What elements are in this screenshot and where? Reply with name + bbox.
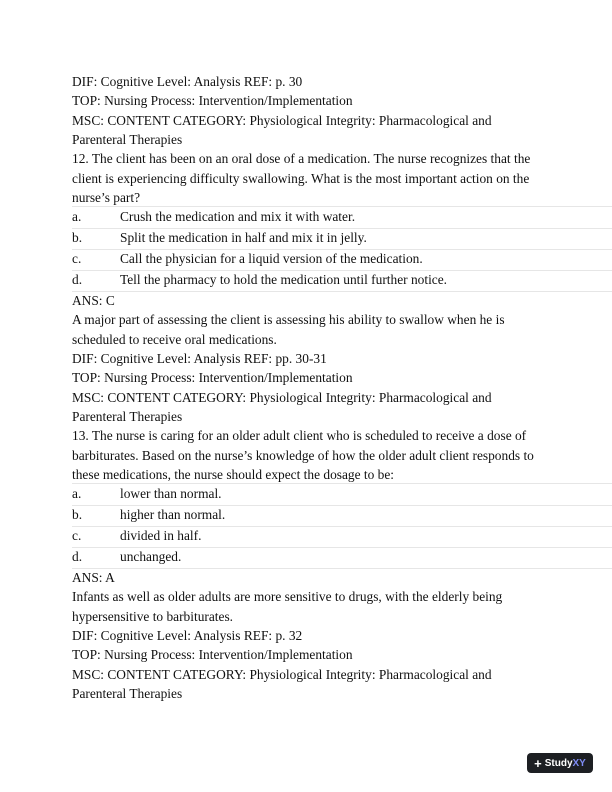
- option-letter: b.: [72, 507, 83, 522]
- studyxy-badge[interactable]: [527, 753, 593, 773]
- brand-name-accent: XY: [572, 757, 586, 769]
- q12-stem-line1: 12. The client has been on an oral dose of a medication. The nurse recognizes that the: [72, 151, 531, 166]
- q12-dif: DIF: Cognitive Level: Analysis REF: pp. 30-31: [72, 351, 327, 366]
- q13-answer: ANS: A: [72, 570, 115, 585]
- q12-stem-line3: nurse’s part?: [72, 190, 141, 205]
- option-letter: d.: [72, 272, 83, 287]
- option-text: Split the medication in half and mix it in jelly.: [120, 230, 367, 245]
- option-text: lower than normal.: [120, 486, 222, 501]
- option-letter: a.: [72, 209, 82, 224]
- q13-topic: TOP: Nursing Process: Intervention/Implementation: [72, 647, 353, 662]
- option-letter: b.: [72, 230, 83, 245]
- plus-icon: +: [534, 755, 542, 771]
- q13-rationale-line2: hypersensitive to barbiturates.: [72, 609, 234, 624]
- q12-rationale-line1: A major part of assessing the client is assessing his ability to swallow when he is: [72, 312, 505, 327]
- option-letter: d.: [72, 549, 83, 564]
- option-text: Tell the pharmacy to hold the medication until further notice.: [120, 272, 448, 287]
- q13-msc-line1: MSC: CONTENT CATEGORY: Physiological Integrity: Pharmacological and: [72, 667, 492, 682]
- q12-msc-line1: MSC: CONTENT CATEGORY: Physiological Integrity: Pharmacological and: [72, 390, 492, 405]
- brand-name: [545, 758, 586, 769]
- option-letter: a.: [72, 486, 82, 501]
- q12-msc-line2: Parenteral Therapies: [72, 409, 183, 424]
- option-text: Crush the medication and mix it with water.: [120, 209, 356, 224]
- q12-option-c: [72, 249, 612, 271]
- q11-msc-line1: MSC: CONTENT CATEGORY: Physiological Integrity: Pharmacological and: [72, 113, 492, 128]
- q12-rationale-line2: scheduled to receive oral medications.: [72, 332, 277, 347]
- q12-stem-line2: client is experiencing difficulty swallowing. What is the most important action on the: [72, 171, 530, 186]
- q13-option-b: [72, 505, 612, 527]
- q12-option-b: [72, 228, 612, 250]
- q13-stem-line3: these medications, the nurse should expect the dosage to be:: [72, 467, 395, 482]
- q11-topic: TOP: Nursing Process: Intervention/Implementation: [72, 93, 353, 108]
- q11-dif: DIF: Cognitive Level: Analysis REF: p. 30: [72, 74, 303, 89]
- q13-stem-line2: barbiturates. Based on the nurse’s knowledge of how the older adult client responds to: [72, 448, 534, 463]
- q12-option-d: [72, 270, 612, 292]
- q13-dif: DIF: Cognitive Level: Analysis REF: p. 32: [72, 628, 303, 643]
- q13-msc-line2: Parenteral Therapies: [72, 686, 183, 701]
- q11-msc-line2: Parenteral Therapies: [72, 132, 183, 147]
- q13-option-d: [72, 547, 612, 569]
- option-letter: c.: [72, 528, 82, 543]
- option-letter: c.: [72, 251, 82, 266]
- q12-topic: TOP: Nursing Process: Intervention/Implementation: [72, 370, 353, 385]
- option-text: divided in half.: [120, 528, 202, 543]
- q12-answer: ANS: C: [72, 293, 115, 308]
- q12-option-a: [72, 206, 612, 229]
- q13-rationale-line1: Infants as well as older adults are more sensitive to drugs, with the elderly being: [72, 589, 503, 604]
- option-text: higher than normal.: [120, 507, 226, 522]
- brand-name-main: Study: [544, 757, 573, 769]
- q13-stem-line1: 13. The nurse is caring for an older adult client who is scheduled to receive a dose of: [72, 428, 527, 443]
- q13-option-c: [72, 526, 612, 548]
- q13-option-a: [72, 483, 612, 506]
- option-text: Call the physician for a liquid version of the medication.: [120, 251, 423, 266]
- option-text: unchanged.: [120, 549, 182, 564]
